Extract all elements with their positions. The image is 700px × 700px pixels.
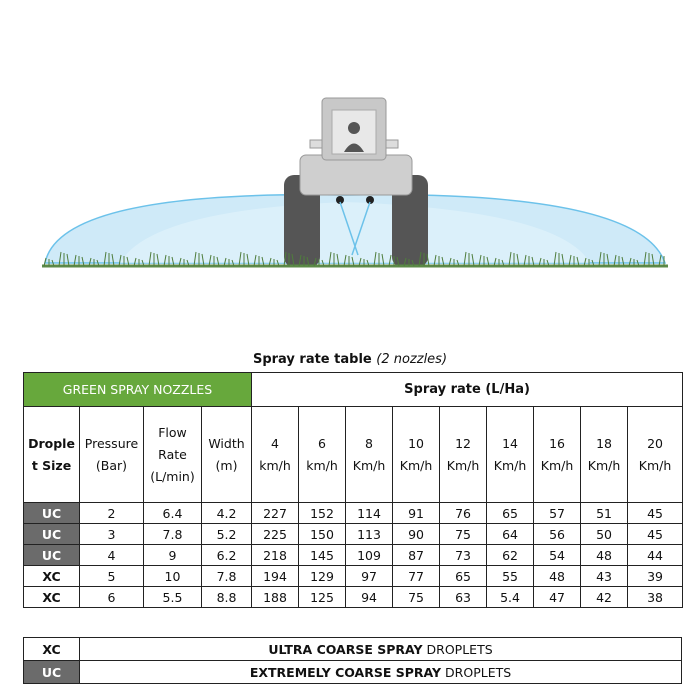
driver-head [348, 122, 360, 134]
droplet-size-cell: UC [24, 503, 80, 524]
table-row [24, 566, 683, 587]
spray-rate-cell: 62 [487, 545, 534, 566]
speed-unit: Km/h [540, 457, 574, 473]
spray-rate-cell: 50 [581, 524, 628, 545]
spray-rate-cell: 45 [628, 503, 683, 524]
pressure-cell: 2 [80, 503, 144, 524]
spray-rate-cell: 94 [346, 587, 393, 608]
spray-rate-table [23, 372, 683, 608]
spray-rate-cell: 54 [534, 545, 581, 566]
table-title-note: (2 nozzles) [376, 352, 448, 367]
table-row [24, 587, 683, 608]
droplet-size-cell: UC [24, 545, 80, 566]
width-cell: 8.8 [202, 587, 252, 608]
legend-code: XC [24, 638, 80, 661]
col-speed-5 [487, 407, 534, 503]
table-title [0, 352, 700, 367]
speed-unit: Km/h [446, 457, 480, 473]
spray-rate-cell: 65 [440, 566, 487, 587]
droplet-legend-table [23, 637, 682, 684]
speed-value: 20 [647, 435, 663, 451]
col-width-line1: Width [208, 435, 245, 451]
speed-value: 18 [596, 435, 612, 451]
spray-rate-cell: 91 [393, 503, 440, 524]
spray-rate-cell: 39 [628, 566, 683, 587]
flow-rate-cell: 5.5 [144, 587, 202, 608]
col-flow-line2: Rate [158, 446, 187, 462]
spray-rate-cell: 227 [252, 503, 299, 524]
spray-rate-cell: 188 [252, 587, 299, 608]
legend-description-rest: DROPLETS [441, 664, 512, 680]
width-cell: 6.2 [202, 545, 252, 566]
speed-unit: km/h [306, 457, 338, 473]
legend-description-rest: DROPLETS [422, 641, 493, 657]
pressure-cell: 3 [80, 524, 144, 545]
legend-row [24, 638, 682, 661]
speed-value: 10 [408, 435, 424, 451]
legend-row [24, 661, 682, 684]
spray-rate-cell: 77 [393, 566, 440, 587]
spray-rate-cell: 97 [346, 566, 393, 587]
spray-rate-cell: 48 [534, 566, 581, 587]
col-droplet-line2: t Size [31, 457, 72, 473]
col-flow-rate [144, 407, 202, 503]
speed-unit: Km/h [638, 457, 672, 473]
spray-rate-cell: 42 [581, 587, 628, 608]
col-speed-7 [581, 407, 628, 503]
spray-rate-cell: 57 [534, 503, 581, 524]
col-flow-line1: Flow [158, 424, 187, 440]
spray-rate-cell: 63 [440, 587, 487, 608]
spray-rate-cell: 218 [252, 545, 299, 566]
pressure-cell: 5 [80, 566, 144, 587]
col-width-line2: (m) [215, 457, 238, 473]
speed-unit: Km/h [399, 457, 433, 473]
speed-unit: Km/h [493, 457, 527, 473]
spray-rate-cell: 152 [299, 503, 346, 524]
table-title-text: Spray rate table [252, 352, 372, 367]
speed-value: 12 [455, 435, 471, 451]
spray-rate-cell: 55 [487, 566, 534, 587]
col-droplet-line1: Drople [28, 435, 75, 451]
speed-value: 14 [502, 435, 518, 451]
spray-rate-cell: 125 [299, 587, 346, 608]
col-pressure-line2: (Bar) [95, 457, 128, 473]
spray-rate-cell: 47 [534, 587, 581, 608]
spray-rate-cell: 38 [628, 587, 683, 608]
spray-rate-cell: 145 [299, 545, 346, 566]
table-row [24, 524, 683, 545]
spray-rate-cell: 56 [534, 524, 581, 545]
left-light [310, 140, 322, 148]
width-cell: 4.2 [202, 503, 252, 524]
pressure-cell: 4 [80, 545, 144, 566]
spray-rate-cell: 109 [346, 545, 393, 566]
legend-description-bold: EXTREMELY COARSE SPRAY [249, 664, 442, 680]
flow-rate-cell: 7.8 [144, 524, 202, 545]
flow-rate-cell: 10 [144, 566, 202, 587]
speed-unit: Km/h [352, 457, 386, 473]
col-pressure [80, 407, 144, 503]
col-speed-3 [393, 407, 440, 503]
width-cell: 5.2 [202, 524, 252, 545]
spray-rate-cell: 87 [393, 545, 440, 566]
speed-unit: km/h [259, 457, 291, 473]
spray-rate-cell: 194 [252, 566, 299, 587]
col-droplet-size [24, 407, 80, 503]
spray-rate-cell: 75 [440, 524, 487, 545]
width-cell: 7.8 [202, 566, 252, 587]
spray-rate-cell: 43 [581, 566, 628, 587]
speed-value: 8 [365, 435, 373, 451]
legend-description-bold: ULTRA COARSE SPRAY [268, 641, 423, 657]
spray-rate-cell: 150 [299, 524, 346, 545]
flow-rate-cell: 9 [144, 545, 202, 566]
spray-rate-cell: 76 [440, 503, 487, 524]
tractor-body [300, 155, 412, 195]
spray-rate-cell: 75 [393, 587, 440, 608]
spray-rate-cell: 73 [440, 545, 487, 566]
speed-unit: Km/h [587, 457, 621, 473]
col-width [202, 407, 252, 503]
legend-description [80, 638, 682, 661]
speed-value: 16 [549, 435, 565, 451]
col-speed-6 [534, 407, 581, 503]
col-flow-line3: (L/min) [150, 468, 195, 484]
spray-rate-cell: 45 [628, 524, 683, 545]
spray-rate-cell: 114 [346, 503, 393, 524]
col-speed-1 [299, 407, 346, 503]
flow-rate-cell: 6.4 [144, 503, 202, 524]
brand-header: GREEN SPRAY NOZZLES [24, 373, 252, 407]
spray-rate-cell: 90 [393, 524, 440, 545]
col-pressure-line1: Pressure [84, 435, 139, 451]
legend-code: UC [24, 661, 80, 684]
spray-rate-cell: 225 [252, 524, 299, 545]
table-row [24, 545, 683, 566]
droplet-size-cell: XC [24, 587, 80, 608]
speed-value: 4 [271, 435, 279, 451]
col-speed-4 [440, 407, 487, 503]
table-row [24, 503, 683, 524]
spray-rate-cell: 65 [487, 503, 534, 524]
spray-rate-cell: 113 [346, 524, 393, 545]
col-speed-0 [252, 407, 299, 503]
legend-description [80, 661, 682, 684]
speed-value: 6 [318, 435, 326, 451]
spray-rate-cell: 51 [581, 503, 628, 524]
droplet-size-cell: XC [24, 566, 80, 587]
spray-rate-cell: 5.4 [487, 587, 534, 608]
col-speed-8 [628, 407, 683, 503]
spray-rate-cell: 129 [299, 566, 346, 587]
spray-rate-cell: 64 [487, 524, 534, 545]
tractor-spray-illustration [0, 80, 700, 280]
spray-rate-cell: 48 [581, 545, 628, 566]
spray-rate-header: Spray rate (L/Ha) [252, 373, 683, 407]
col-speed-2 [346, 407, 393, 503]
droplet-size-cell: UC [24, 524, 80, 545]
right-light [386, 140, 398, 148]
pressure-cell: 6 [80, 587, 144, 608]
spray-rate-cell: 44 [628, 545, 683, 566]
